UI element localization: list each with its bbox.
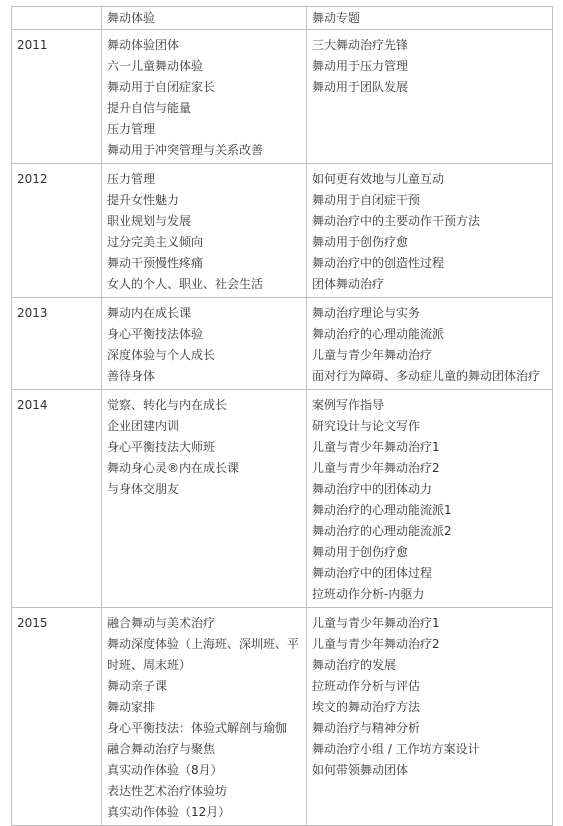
table-row: [12, 30, 553, 164]
topic-item: 如何带领舞动团体: [312, 763, 409, 777]
topics-cell: [307, 298, 553, 390]
table-header-row: [12, 7, 553, 30]
experience-item: 身心平衡技法：体验式解剖与瑜伽: [107, 721, 288, 735]
topic-item: 舞动治疗中的团体动力: [312, 482, 433, 496]
experience-item: 舞动用于自闭症家长: [107, 80, 216, 94]
experience-item: 过分完美主义倾向: [107, 235, 204, 249]
experience-item: 职业规划与发展: [107, 214, 192, 228]
year-cell: [12, 298, 102, 390]
experience-item: 舞动用于冲突管理与关系改善: [107, 143, 264, 157]
table-row: [12, 298, 553, 390]
experience-cell: [102, 298, 307, 390]
topic-item: 舞动治疗的心理动能流派: [312, 327, 445, 341]
topics-cell: [307, 608, 553, 826]
topic-item: 舞动用于团队发展: [312, 80, 409, 94]
topic-item: 埃文的舞动治疗方法: [312, 700, 421, 714]
topics-cell: [307, 30, 553, 164]
experience-item: 舞动体验团体: [107, 38, 180, 52]
topic-item: 案例写作指导: [312, 398, 385, 412]
topic-item: 拉班动作分析-内驱力: [312, 587, 425, 601]
experience-item: 企业团建内训: [107, 419, 180, 433]
table-row: [12, 608, 553, 826]
experience-item: 六一儿童舞动体验: [107, 59, 204, 73]
experience-item: 与身体交朋友: [107, 482, 180, 496]
experience-item: 舞动亲子课: [107, 679, 168, 693]
experience-item: 身心平衡技法体验: [107, 327, 204, 341]
experience-item: 舞动内在成长课: [107, 306, 192, 320]
year-label: 2012: [17, 172, 48, 186]
experience-item: 融合舞动治疗与聚焦: [107, 742, 216, 756]
year-cell: [12, 164, 102, 298]
topic-item: 舞动治疗中的创造性过程: [312, 256, 445, 270]
experience-item: 压力管理: [107, 172, 156, 186]
topic-item: 如何更有效地与儿童互动: [312, 172, 445, 186]
experience-item: 觉察、转化与内在成长: [107, 398, 228, 412]
header-year: [12, 7, 102, 30]
experience-item: 舞动身心灵®内在成长课: [107, 461, 240, 475]
topics-cell: [307, 390, 553, 608]
experience-item: 舞动家排: [107, 700, 156, 714]
topic-item: 拉班动作分析与评估: [312, 679, 421, 693]
experience-item: 提升自信与能量: [107, 101, 192, 115]
year-label: 2014: [17, 398, 48, 412]
experience-item: 压力管理: [107, 122, 156, 136]
experience-cell: [102, 30, 307, 164]
experience-item: 真实动作体验（8月）: [107, 763, 223, 777]
topic-item: 舞动用于创伤疗愈: [312, 545, 409, 559]
header-dance-experience: 舞动体验: [102, 7, 307, 30]
year-cell: [12, 608, 102, 826]
topic-item: 团体舞动治疗: [312, 277, 385, 291]
topic-item: 舞动治疗中的主要动作干预方法: [312, 214, 481, 228]
table-row: [12, 390, 553, 608]
experience-item: 舞动深度体验（上海班、深圳班、平时班、周末班）: [107, 637, 300, 672]
experience-cell: [102, 608, 307, 826]
experience-item: 身心平衡技法大师班: [107, 440, 216, 454]
topic-item: 舞动治疗的心理动能流派1: [312, 503, 452, 517]
experience-item: 舞动干预慢性疼痛: [107, 256, 204, 270]
year-cell: [12, 30, 102, 164]
experience-item: 表达性艺术治疗体验坊: [107, 784, 228, 798]
topic-item: 三大舞动治疗先锋: [312, 38, 409, 52]
topic-item: 舞动治疗与精神分析: [312, 721, 421, 735]
topic-item: 舞动治疗的心理动能流派2: [312, 524, 452, 538]
course-history-table: [11, 6, 553, 826]
year-label: 2015: [17, 616, 48, 630]
experience-item: 真实动作体验（12月）: [107, 805, 231, 819]
experience-item: 深度体验与个人成长: [107, 348, 216, 362]
experience-item: 融合舞动与美术治疗: [107, 616, 216, 630]
header-dance-topics: 舞动专题: [307, 7, 553, 30]
table-row: [12, 164, 553, 298]
experience-cell: [102, 164, 307, 298]
topic-item: 面对行为障碍、多动症儿童的舞动团体治疗: [312, 369, 541, 383]
topic-item: 儿童与青少年舞动治疗2: [312, 637, 440, 651]
experience-item: 提升女性魅力: [107, 193, 180, 207]
experience-item: 女人的个人、职业、社会生活: [107, 277, 264, 291]
year-label: 2011: [17, 38, 48, 52]
topic-item: 儿童与青少年舞动治疗1: [312, 616, 440, 630]
topic-item: 舞动用于自闭症干预: [312, 193, 421, 207]
topic-item: 儿童与青少年舞动治疗2: [312, 461, 440, 475]
year-label: 2013: [17, 306, 48, 320]
topic-item: 儿童与青少年舞动治疗1: [312, 440, 440, 454]
topic-item: 舞动用于创伤疗愈: [312, 235, 409, 249]
experience-item: 善待身体: [107, 369, 156, 383]
year-cell: [12, 390, 102, 608]
topic-item: 舞动治疗的发展: [312, 658, 397, 672]
topics-cell: [307, 164, 553, 298]
topic-item: 舞动治疗理论与实务: [312, 306, 421, 320]
experience-cell: [102, 390, 307, 608]
topic-item: 舞动治疗中的团体过程: [312, 566, 433, 580]
topic-item: 研究设计与论文写作: [312, 419, 421, 433]
topic-item: 舞动用于压力管理: [312, 59, 409, 73]
topic-item: 儿童与青少年舞动治疗: [312, 348, 433, 362]
topic-item: 舞动治疗小组 / 工作坊方案设计: [312, 742, 480, 756]
